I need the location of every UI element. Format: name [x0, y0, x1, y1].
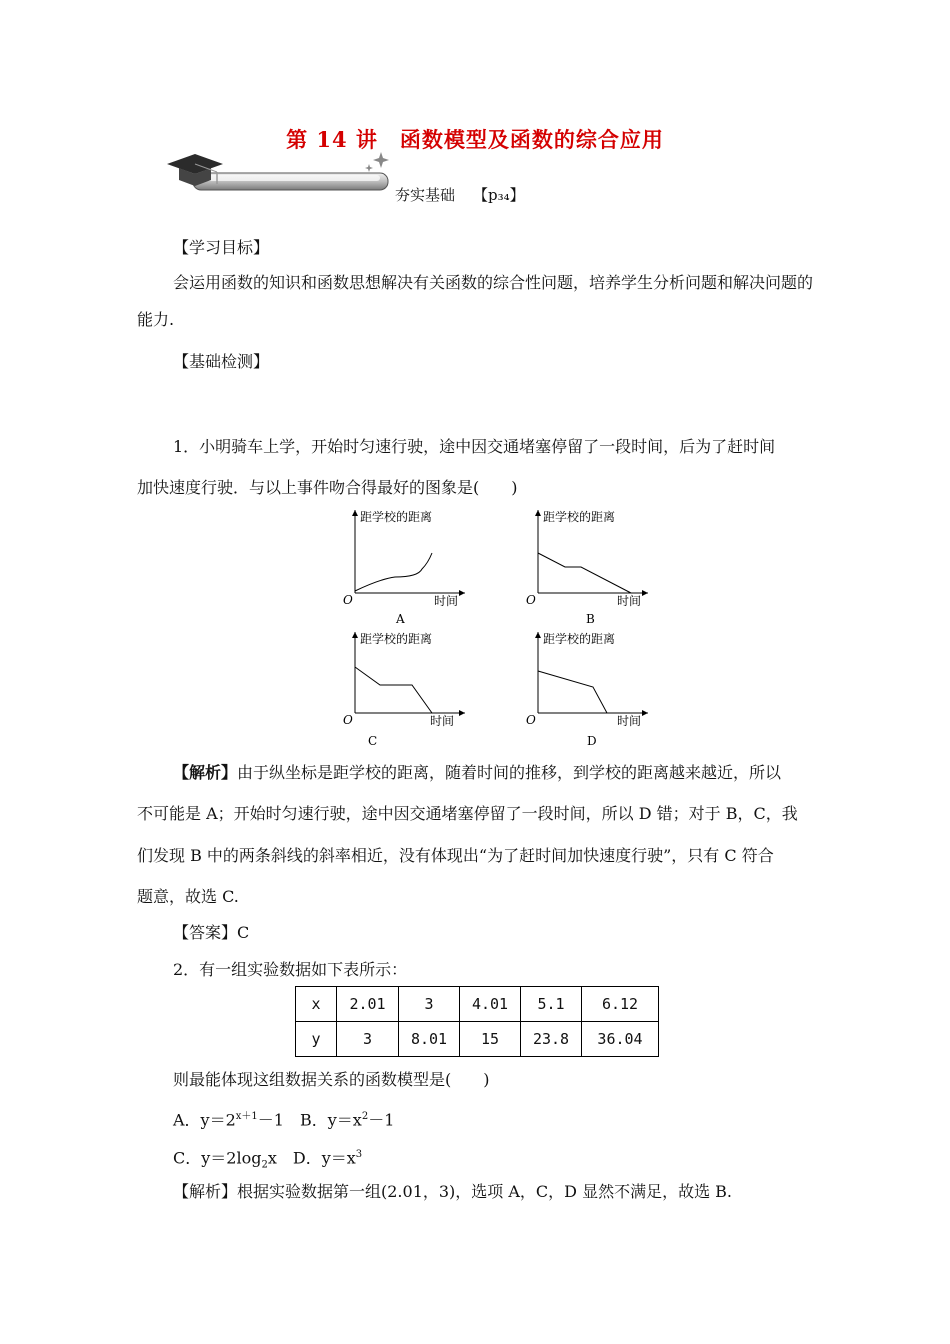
graph-d-ylabel: 距学校的距离 — [543, 632, 616, 646]
q2-question: 则最能体现这组数据关系的函数模型是( ) — [173, 1070, 490, 1089]
option-a-exponent: x＋1 — [235, 1111, 258, 1122]
option-b-exponent: 2 — [361, 1111, 369, 1122]
q1-analysis-line4: 题意，故选 C. — [137, 887, 239, 906]
option-b-tail: －1 — [368, 1110, 395, 1130]
q2-options-ab — [173, 1107, 394, 1130]
graph-a-ylabel: 距学校的距离 — [360, 510, 433, 524]
q1-stem-line1: 1．小明骑车上学，开始时匀速行驶，途中因交通堵塞停留了一段时间，后为了赶时间 — [173, 437, 776, 456]
graph-c-origin: O — [343, 713, 353, 727]
table-cell: 5.1 — [521, 987, 582, 1022]
analysis-tag: 【解析】 — [173, 763, 238, 782]
q2-stem: 2．有一组实验数据如下表所示： — [173, 960, 408, 979]
table-cell: 3 — [399, 987, 460, 1022]
option-d-exponent: 3 — [355, 1149, 363, 1160]
table-row-y — [296, 1022, 659, 1057]
graph-d — [513, 627, 653, 752]
q1-analysis-line2: 不可能是 A；开始时匀速行驶，途中因交通堵塞停留了一段时间，所以 D 错；对于 B，C，我 — [137, 804, 798, 823]
graph-a-xlabel: 时间 — [434, 594, 459, 608]
table-cell: 2.01 — [337, 987, 399, 1022]
table-cell: 36.04 — [582, 1022, 659, 1057]
option-c-base: 2 — [261, 1159, 268, 1171]
data-table — [295, 986, 659, 1057]
banner-label — [395, 184, 525, 205]
option-d-text: x D．y＝x — [267, 1148, 356, 1168]
banner-label-text: 夯实基础 — [395, 186, 456, 204]
section-banner — [165, 150, 395, 195]
table-cell: 23.8 — [521, 1022, 582, 1057]
q1-stem-line2: 加快速度行驶．与以上事件吻合得最好的图象是( ) — [137, 478, 518, 497]
q2-options-cd — [173, 1145, 362, 1176]
graph-b-ylabel: 距学校的距离 — [543, 510, 616, 524]
q1-analysis-line1 — [173, 763, 781, 783]
graph-d-origin: O — [526, 713, 536, 727]
graph-c-xlabel: 时间 — [430, 714, 455, 728]
table-cell: x — [296, 987, 337, 1022]
graph-b — [513, 505, 653, 630]
table-cell: 4.01 — [460, 987, 521, 1022]
table-cell: 3 — [337, 1022, 399, 1057]
graph-a — [330, 505, 470, 630]
option-a-text: A．y＝2 — [173, 1110, 236, 1130]
q2-analysis: 【解析】根据实验数据第一组(2.01，3)，选项 A，C，D 显然不满足，故选 B. — [173, 1182, 733, 1201]
learning-goal-heading: 【学习目标】 — [173, 238, 270, 257]
graph-c — [330, 627, 470, 752]
graph-d-label: D — [587, 734, 597, 748]
learning-goal-body: 会运用函数的知识和函数思想解决有关函数的综合性问题，培养学生分析问题和解决问题的能力. — [137, 273, 814, 329]
table-row-x — [296, 987, 659, 1022]
analysis-text: 由于纵坐标是距学校的距离，随着时间的推移，到学校的距离越来越近，所以 — [237, 763, 782, 782]
graph-a-origin: O — [343, 593, 353, 607]
q1-analysis-line3: 们发现 B 中的两条斜线的斜率相近，没有体现出“为了赶时间加快速度行驶”，只有 C 符合 — [137, 846, 774, 865]
graph-b-xlabel: 时间 — [617, 594, 642, 608]
table-cell: 8.01 — [399, 1022, 460, 1057]
table-cell: y — [296, 1022, 337, 1057]
page-title: 第 14 讲 函数模型及函数的综合应用 — [286, 127, 664, 152]
sparkle-icon — [365, 152, 389, 172]
graph-b-label: B — [586, 612, 595, 626]
graph-c-ylabel: 距学校的距离 — [360, 632, 433, 646]
graph-c-label: C — [368, 734, 378, 748]
graph-d-xlabel: 时间 — [617, 714, 642, 728]
graph-a-label: A — [396, 612, 405, 626]
graph-b-origin: O — [526, 593, 536, 607]
option-b-text: －1 B．y＝x — [257, 1110, 362, 1130]
page-reference: 【p₃₄】 — [473, 186, 525, 204]
basic-check-heading: 【基础检测】 — [173, 352, 270, 371]
option-c-text: C．y＝2log — [173, 1148, 262, 1168]
table-cell: 6.12 — [582, 987, 659, 1022]
q1-answer: 【答案】C — [173, 923, 250, 942]
table-cell: 15 — [460, 1022, 521, 1057]
